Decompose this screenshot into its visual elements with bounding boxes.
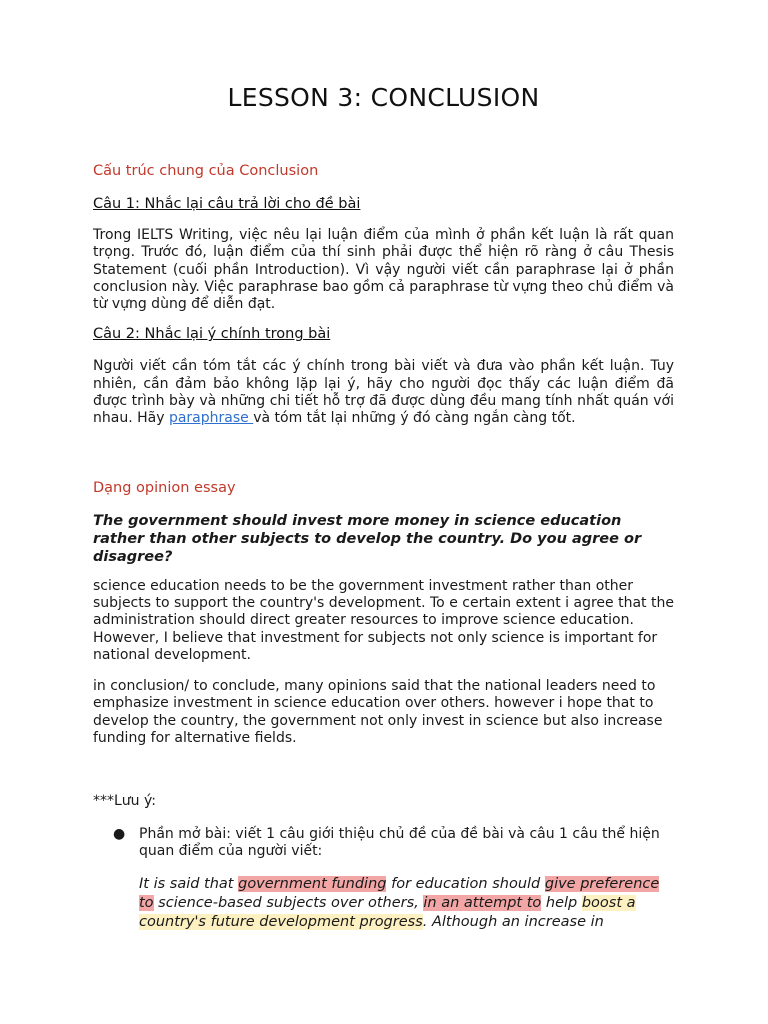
sentence2-body-text: Người viết cần tóm tắt các ý chính trong bài viết và đưa vào phần kết luận. Tuy nhiên, cần đảm bảo không lặp lại ý, hãy cho người đọc thấy các luận điểm đã được trình bày và những chi tiết hỗ trợ đã được dùng đều mang tính nhất quán với nhau. Hãy bbox=[93, 358, 674, 427]
note-list bbox=[93, 826, 674, 861]
paraphrase-link[interactable]: paraphrase bbox=[168, 410, 254, 427]
example-text: . Although an increase in bbox=[422, 914, 604, 931]
essay-prompt: The government should invest more money in science education rather than other subjects to develop the country. Do you agree or disagree? bbox=[93, 512, 642, 565]
note-heading: ***Lưu ý: bbox=[93, 793, 156, 810]
bullet-text: Phần mở bài: viết 1 câu giới thiệu chủ đề của đề bài và câu 1 câu thể hiện quan điểm của người viết: bbox=[139, 825, 660, 859]
essay-paragraph-conclusion: in conclusion/ to conclude, many opinions said that the national leaders need to emphasize investment in science education over others. however i hope that to develop the country, the government not only invest in science but also increase funding for alternative fields. bbox=[93, 678, 663, 747]
highlight-give-preference: give preference to bbox=[139, 876, 660, 912]
sentence2-body-tail: và tóm tắt lại những ý đó càng ngắn càng tốt. bbox=[253, 410, 576, 427]
page-title: LESSON 3: CONCLUSION bbox=[227, 83, 540, 112]
highlight-in-an-attempt: in an attempt to bbox=[423, 895, 542, 912]
bullet-icon: ● bbox=[113, 825, 126, 842]
highlight-boost: boost a country's future development progress bbox=[139, 895, 636, 931]
example-text: help bbox=[541, 895, 582, 912]
list-item bbox=[93, 826, 674, 861]
sentence2-heading: Câu 2: Nhắc lại ý chính trong bài bbox=[93, 326, 331, 343]
section-heading-opinion: Dạng opinion essay bbox=[93, 479, 236, 496]
example-text: It is said that bbox=[139, 876, 239, 893]
sentence2-body bbox=[93, 358, 674, 427]
highlight-government-funding: government funding bbox=[238, 876, 387, 893]
essay-paragraph-intro: science education needs to be the government investment rather than other subjects to support the country's development. To e certain extent i agree that the administration should direct greater resources to improve science education. However, I believe that investment for subjects not only science is important for national development. bbox=[93, 577, 674, 663]
example-sentence bbox=[139, 875, 674, 932]
sentence1-heading: Câu 1: Nhắc lại câu trả lời cho đề bài bbox=[93, 196, 361, 212]
section-heading-structure: Cấu trúc chung của Conclusion bbox=[93, 163, 319, 179]
sentence1-body: Trong IELTS Writing, việc nêu lại luận điểm của mình ở phần kết luận là rất quan trọng. Trước đó, luận điểm của thí sinh phải được thể hiện rõ ràng ở câu Thesis Statement (cuối phần Introduction). Vì vậy người viết cần paraphrase lại ở phần conclusion này. Việc paraphrase bao gồm cả paraphrase từ vựng theo chủ điểm và từ vựng dùng để diễn đạt. bbox=[93, 227, 674, 313]
example-text: for education should bbox=[386, 876, 545, 893]
example-text: science-based subjects over others, bbox=[153, 895, 424, 912]
